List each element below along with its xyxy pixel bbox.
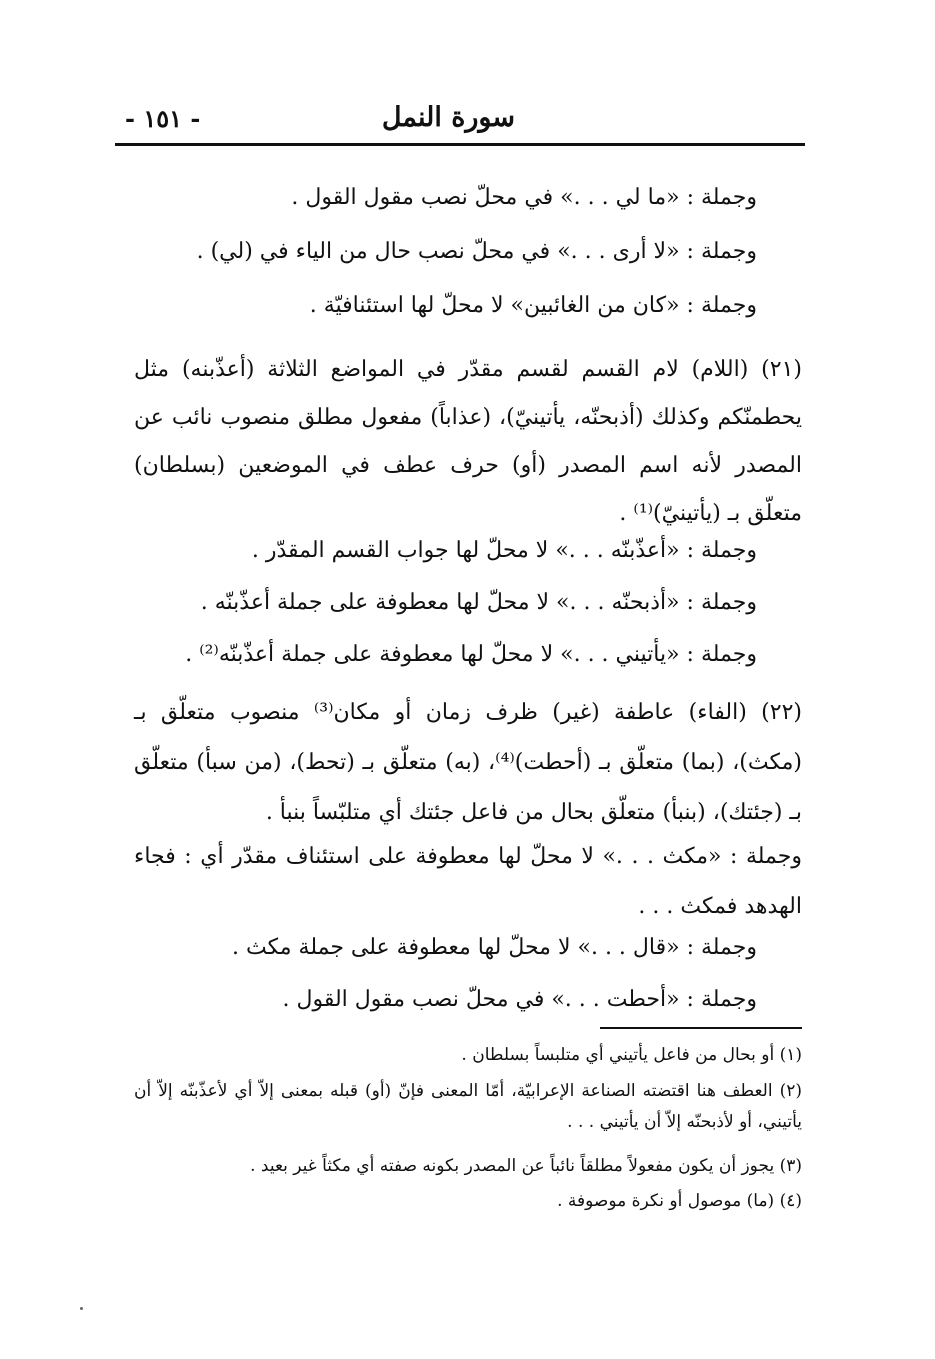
paragraph-22: (٢٢) (الفاء) عاطفة (غير) ظرف زمان أو مكان⁽³⁾ منصوب متعلّق بـ (مكث)، (بما) متعلّق بـ (أحطت)⁽⁴⁾، (به) متعلّق بـ (تحط)، (من سبأ) متعلّق بـ (جئتك)، (بنبأ) متعلّق بحال من فاعل جئتك أي متلبّساً بنبأ .	[134, 700, 802, 825]
footnote-divider	[600, 1027, 802, 1029]
text-line: وجملة : «أذبحنّه . . .» لا محلّ لها معطوفة على جملة أعذّبنّه .	[200, 590, 757, 615]
text-line: وجملة : «قال . . .» لا محلّ لها معطوفة على جملة مكث .	[232, 935, 757, 960]
footnote-4: (٤) (ما) موصول أو نكرة موصوفة .	[557, 1191, 802, 1211]
paragraph-makath: وجملة : «مكث . . .» لا محلّ لها معطوفة على استئناف مقدّر أي : فجاء الهدهد فمكث . . .	[134, 844, 802, 919]
text-line: وجملة : «ما لي . . .» في محلّ نصب مقول القول .	[291, 185, 757, 210]
text-line: وجملة : «لا أرى . . .» في محلّ نصب حال من الياء في (لي) .	[196, 239, 757, 264]
page-header	[115, 100, 805, 142]
page-title: سورة النمل	[381, 102, 515, 133]
scan-speck	[80, 1307, 83, 1310]
header-divider	[115, 143, 805, 146]
footnote-1: (١) أو بحال من فاعل يأتيني أي متلبساً بسلطان .	[461, 1045, 802, 1065]
text-line: وجملة : «يأتيني . . .» لا محلّ لها معطوفة على جملة أعذّبنّه⁽²⁾ .	[185, 642, 757, 667]
text-line: وجملة : «أحطت . . .» في محلّ نصب مقول القول .	[282, 987, 757, 1012]
page-number: - ١٥١ -	[125, 104, 201, 133]
paragraph-21: (٢١) (اللام) لام القسم لقسم مقدّر في المواضع الثلاثة (أعذّبنه) مثل يحطمنّكم وكذلك (أذبحنّه، يأتينيّ)، (عذاباً) مفعول مطلق منصوب نائب عن المصدر لأنه اسم المصدر (أو) حرف عطف في الموضعين (بسلطان) متعلّق بـ (يأتينيّ)⁽¹⁾ .	[134, 357, 802, 526]
footnote-3: (٣) يجوز أن يكون مفعولاً مطلقاً نائباً عن المصدر بكونه صفته أي مكثاً غير بعيد .	[250, 1156, 802, 1176]
footnote-2: (٢) العطف هنا اقتضته الصناعة الإعرابيّة، أمّا المعنى فإنّ (أو) قبله بمعنى إلاّ أي لأعذّبنّه إلاّ أن يأتيني، أو لأذبحنّه إلاّ أن يأتيني . . .	[134, 1081, 802, 1132]
text-line: وجملة : «كان من الغائبين» لا محلّ لها استئنافيّة .	[309, 293, 757, 318]
text-line: وجملة : «أعذّبنّه . . .» لا محلّ لها جواب القسم المقدّر .	[251, 538, 757, 563]
